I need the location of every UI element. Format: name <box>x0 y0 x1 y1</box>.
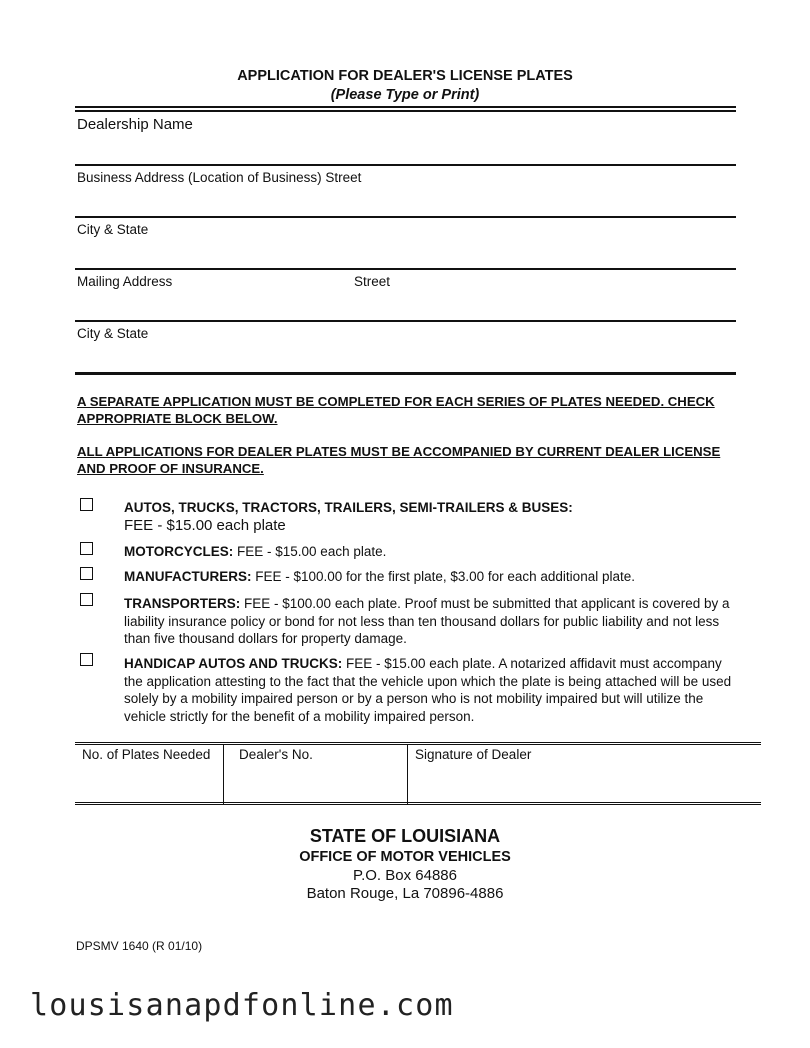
option-handicap-title: HANDICAP AUTOS AND TRUCKS: <box>124 656 343 671</box>
office-name: OFFICE OF MOTOR VEHICLES <box>299 849 511 865</box>
accompanied-notice: ALL APPLICATIONS FOR DEALER PLATES MUST BE ACCOMPANIED BY CURRENT DEALER LICENSE AND PROOF OF INSURANCE. <box>77 444 721 476</box>
option-motorcycles-fee: FEE - $15.00 each plate. <box>233 544 387 559</box>
dealer-number-cell[interactable]: Dealer's No. <box>239 747 313 762</box>
option-transporters <box>124 595 734 648</box>
header-rule-bottom <box>75 110 736 112</box>
header-rule-top <box>75 106 736 108</box>
option-transporters-fee: FEE - $100.00 each plate. Proof must be submitted that applicant is covered by a liability insurance policy or bond for not less than ten thousand dollars for public liability and not less than five thousand dollars for property damage. <box>124 596 730 646</box>
table-divider-1 <box>223 745 224 805</box>
autos-checkbox[interactable] <box>80 498 93 511</box>
option-manufacturers-fee: FEE - $100.00 for the first plate, $3.00 for each additional plate. <box>251 569 635 584</box>
option-autos-fee: FEE - $15.00 each plate <box>124 516 286 534</box>
handicap-checkbox[interactable] <box>80 653 93 666</box>
manufacturers-checkbox[interactable] <box>80 567 93 580</box>
option-manufacturers-title: MANUFACTURERS: <box>124 569 252 584</box>
city-state-line-1[interactable] <box>75 268 736 270</box>
city-state-label-1: City & State <box>77 222 149 237</box>
option-autos-title: AUTOS, TRUCKS, TRACTORS, TRAILERS, SEMI-TRAILERS & BUSES: <box>124 500 573 515</box>
option-handicap <box>124 655 734 725</box>
transporters-checkbox[interactable] <box>80 593 93 606</box>
form-number: DPSMV 1640 (R 01/10) <box>76 939 203 953</box>
form-subtitle: (Please Type or Print) <box>330 87 480 103</box>
option-handicap-fee: FEE - $15.00 each plate. A notarized affidavit must accompany the application attesting to the fact that the vehicle upon which the plate is being attached will be used solely by a mobility impaired person or by a person who is not mobility impaired but will utilize the vehicle strictly for the benefit of a mobility impaired person. <box>124 656 732 724</box>
city-zip: Baton Rouge, La 70896-4886 <box>306 885 504 902</box>
option-motorcycles <box>124 543 734 561</box>
state-title: STATE OF LOUISIANA <box>309 826 501 846</box>
option-motorcycles-title: MOTORCYCLES: <box>124 544 234 559</box>
option-autos <box>124 499 734 534</box>
dealership-name-line[interactable] <box>75 164 736 166</box>
separate-application-notice: A SEPARATE APPLICATION MUST BE COMPLETED FOR EACH SERIES OF PLATES NEEDED. CHECK APPROPRIATE BLOCK BELOW. <box>77 394 715 426</box>
section-divider <box>75 372 736 375</box>
table-divider-2 <box>407 745 408 805</box>
dealer-signature-cell[interactable]: Signature of Dealer <box>415 747 532 762</box>
mailing-address-line[interactable] <box>75 320 736 322</box>
plates-needed-cell[interactable]: No. of Plates Needed <box>82 747 211 762</box>
street-label: Street <box>354 274 391 289</box>
business-address-label: Business Address (Location of Business) Street <box>77 170 362 185</box>
city-state-label-2: City & State <box>77 326 149 341</box>
option-transporters-title: TRANSPORTERS: <box>124 596 241 611</box>
site-watermark: lousisanapdfonline.com <box>30 988 454 1023</box>
option-manufacturers <box>124 568 734 586</box>
form-title: APPLICATION FOR DEALER'S LICENSE PLATES <box>237 68 573 84</box>
dealership-name-label: Dealership Name <box>77 116 193 133</box>
business-address-line[interactable] <box>75 216 736 218</box>
motorcycles-checkbox[interactable] <box>80 542 93 555</box>
po-box: P.O. Box 64886 <box>353 867 457 884</box>
mailing-address-label: Mailing Address <box>77 274 173 289</box>
